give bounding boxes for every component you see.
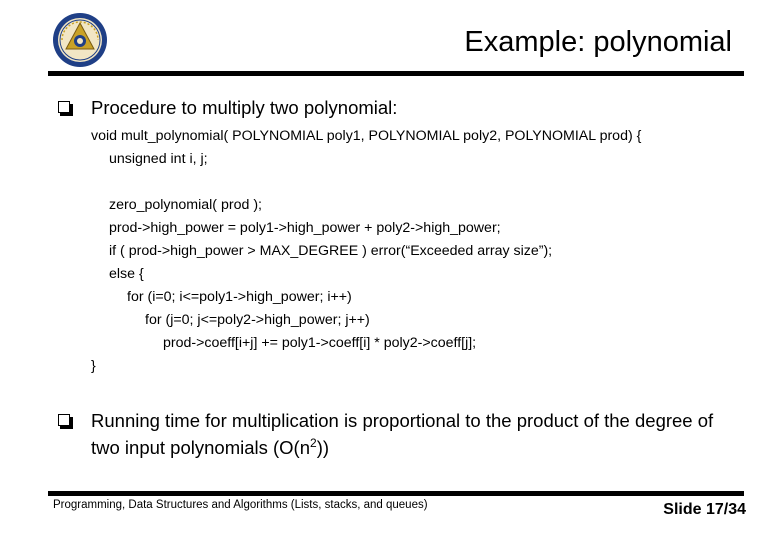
code-line: unsigned int i, j;: [109, 151, 208, 167]
code-line: prod->coeff[i+j] += poly1->coeff[i] * poly2->coeff[j];: [163, 335, 477, 351]
code-line: }: [91, 358, 96, 374]
title-divider: [48, 71, 744, 76]
code-line: void mult_polynomial( POLYNOMIAL poly1, POLYNOMIAL poly2, POLYNOMIAL prod) {: [91, 128, 642, 144]
slide-title: Example: polynomial: [464, 26, 732, 58]
code-line: for (j=0; j<=poly2->high_power; j++): [145, 312, 370, 328]
bullet-running-time: [91, 410, 731, 459]
footer-divider: [48, 491, 744, 496]
code-line: else {: [109, 266, 144, 282]
checkbox-bullet-icon: [58, 101, 70, 113]
university-seal-logo: [52, 12, 108, 68]
footer-text: Programming, Data Structures and Algorithms (Lists, stacks, and queues): [53, 499, 428, 511]
code-line: if ( prod->high_power > MAX_DEGREE ) error(“Exceeded array size”);: [109, 243, 553, 259]
code-line: zero_polynomial( prod );: [109, 197, 262, 213]
checkbox-bullet-icon: [58, 414, 70, 426]
superscript: 2: [310, 436, 317, 450]
slide-number: Slide 17/34: [663, 501, 746, 518]
bullet-procedure: Procedure to multiply two polynomial:: [91, 97, 398, 118]
running-time-text: Running time for multiplication is proportional to the product of the degree of two input polynomials (O(n: [91, 410, 714, 458]
code-line: for (i=0; i<=poly1->high_power; i++): [127, 289, 352, 305]
code-line: prod->high_power = poly1->high_power + poly2->high_power;: [109, 220, 501, 236]
running-time-suffix: )): [316, 437, 330, 458]
